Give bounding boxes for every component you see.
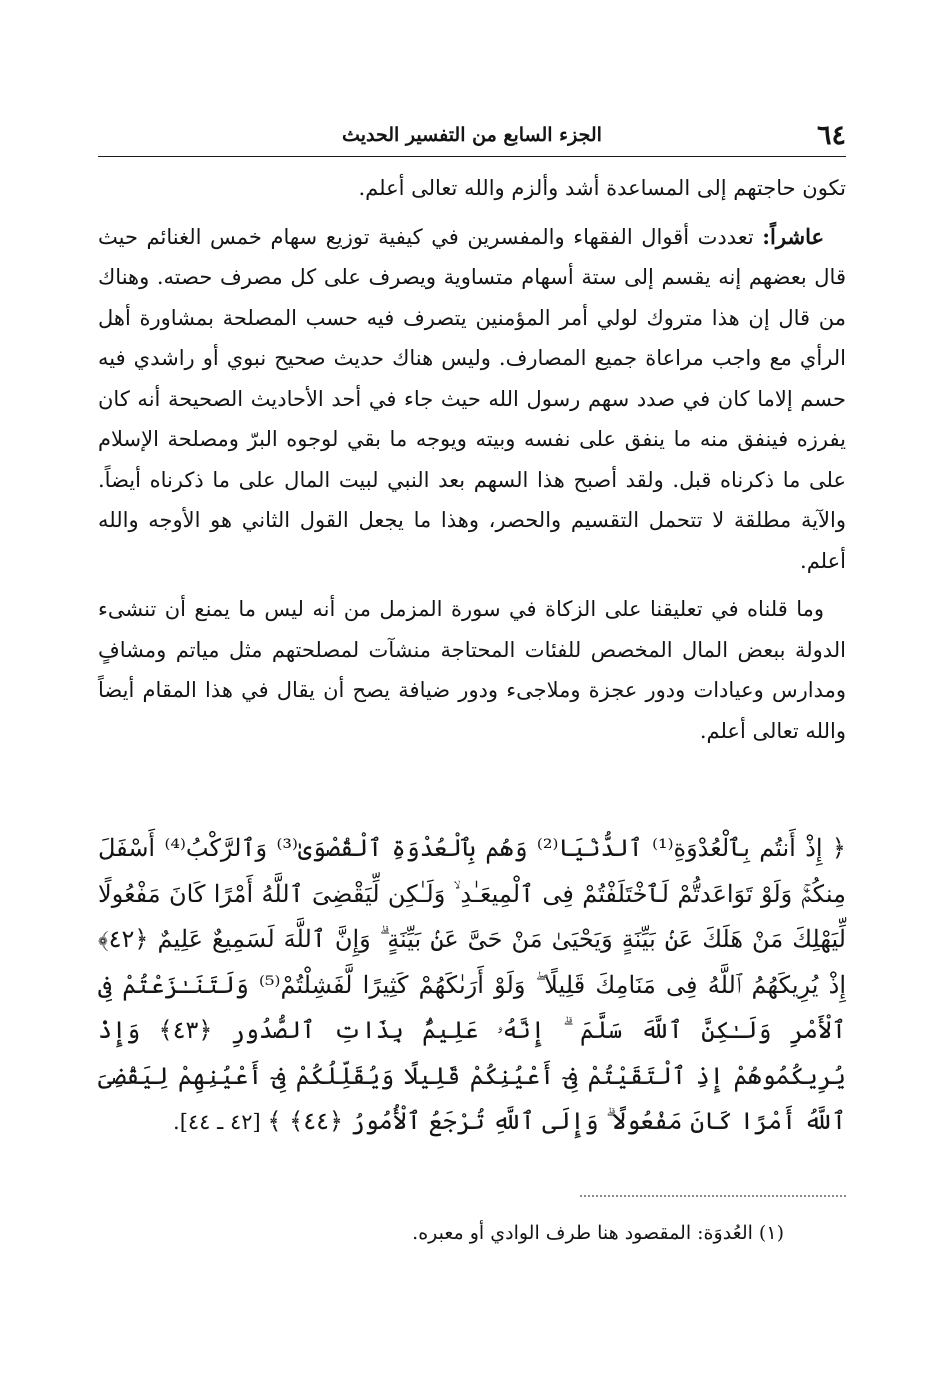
paragraph-2-text: تعددت أقوال الفقهاء والمفسرين في كيفية توزيع سهام خمس الغنائم حيث قال بعضهم إنه يقسم إلى ستة أسهام متساوية ويصرف على كل مصرف حصته. وهناك من قال إن هذا متروك لولي أمر المؤمنين يتصرف فيه حسب المصلحة بمشاورة أهل الرأي مع واجب مراعاة جميع المصارف. وليس هناك حديث صحيح نبوي أو راشدي فيه حسم إلاما كان في صدد سهم رسول الله حيث جاء في أحد الأحاديث الصحيحة أنه كان يفرزه فينفق منه ما ينفق على نفسه وبيته ويوجه ما بقي لوجوه البرّ ومصلحة الإسلام على ما ذكرناه قبل. ولقد أصبح هذا السهم بعد النبي لبيت المال على ما ذكرناه أيضاً. والآية مطلقة لا تتحمل التقسيم والحصر، وهذا ما يجعل القول الثاني هو الأوجه والله أعلم. bbox=[98, 224, 846, 573]
paragraph-2 bbox=[98, 217, 846, 582]
footnote-divider bbox=[580, 1195, 846, 1197]
running-head-title: الجزء السابع من التفسير الحديث bbox=[342, 124, 602, 146]
header-divider bbox=[98, 156, 846, 157]
commentary-text bbox=[98, 168, 846, 751]
quran-verse-text: ﴿ إِذْ أَنتُم بِٱلْعُدْوَةِ⁽¹⁾ ٱلدُّنْيَا⁽²⁾ وَهُم بِٱلْعُدْوَةِ ٱلْقُصْوَىٰ⁽³⁾ وَٱلرَّكْبُ⁽⁴⁾ أَسْفَلَ مِنكُمْۚ وَلَوْ تَوَاعَدتُّمْ لَٱخْتَلَفْتُمْ فِى ٱلْمِيعَـٰدِ ۙ وَلَـٰكِن لِّيَقْضِىَ ٱللَّهُ أَمْرًا كَانَ مَفْعُولًا لِّيَهْلِكَ مَنْ هَلَكَ عَنۢ بَيِّنَةٍ وَيَحْيَىٰ مَنْ حَىَّ عَنۢ بَيِّنَةٍ ۗ وَإِنَّ ٱللَّهَ لَسَمِيعٌ عَلِيمٌ ﴿٤٢﴾ إِذْ يُرِيكَهُمُ ٱللَّهُ فِى مَنَامِكَ قَلِيلًا ۖ وَلَوْ أَرَىٰكَهُمْ كَثِيرًا لَّفَشِلْتُمْ⁽⁵⁾ وَلَتَنَـٰزَعْتُمْ فِى ٱلْأَمْرِ وَلَـٰكِنَّ ٱللَّهَ سَلَّمَ ۗ إِنَّهُۥ عَلِيمٌۢ بِذَاتِ ٱلصُّدُورِ ﴿٤٣﴾ وَإِذْ يُرِيكُمُوهُمْ إِذِ ٱلْتَقَيْتُمْ فِىٓ أَعْيُنِكُمْ قَلِيلًا وَيُقَلِّلُكُمْ فِىٓ أَعْيُنِهِمْ لِيَقْضِىَ ٱللَّهُ أَمْرًا كَانَ مَفْعُولًا ۗ وَإِلَى ٱللَّهِ تُرْجَعُ ٱلْأُمُورُ ﴿٤٤﴾ ﴾ bbox=[98, 834, 847, 1135]
verse-reference: [٤٢ ـ ٤٤]. bbox=[173, 1110, 268, 1134]
quran-verses bbox=[98, 826, 846, 1146]
page-number: ٦٤ bbox=[816, 120, 846, 151]
paragraph-1: تكون حاجتهم إلى المساعدة أشد وألزم والله تعالى أعلم. bbox=[358, 176, 846, 200]
paragraph-2-lead: عاشراً: bbox=[762, 223, 824, 249]
paragraph-3: وما قلناه في تعليقنا على الزكاة في سورة المزمل من أنه ليس ما يمنع أن تنشىء الدولة ببعض المال المخصص للفئات المحتاجة منشآت لمصلحتهم مثل مياتم ومشافٍ ومدارس وعيادات ودور عجزة وملاجىء ودور ضيافة يصح أن يقال في هذا المقام أيضاً والله تعالى أعلم. bbox=[98, 597, 846, 743]
footnote: (١) العُدوَة: المقصود هنا طرف الوادي أو معبره. bbox=[412, 1222, 784, 1244]
running-head bbox=[98, 118, 846, 154]
quran-passage bbox=[98, 826, 846, 1146]
